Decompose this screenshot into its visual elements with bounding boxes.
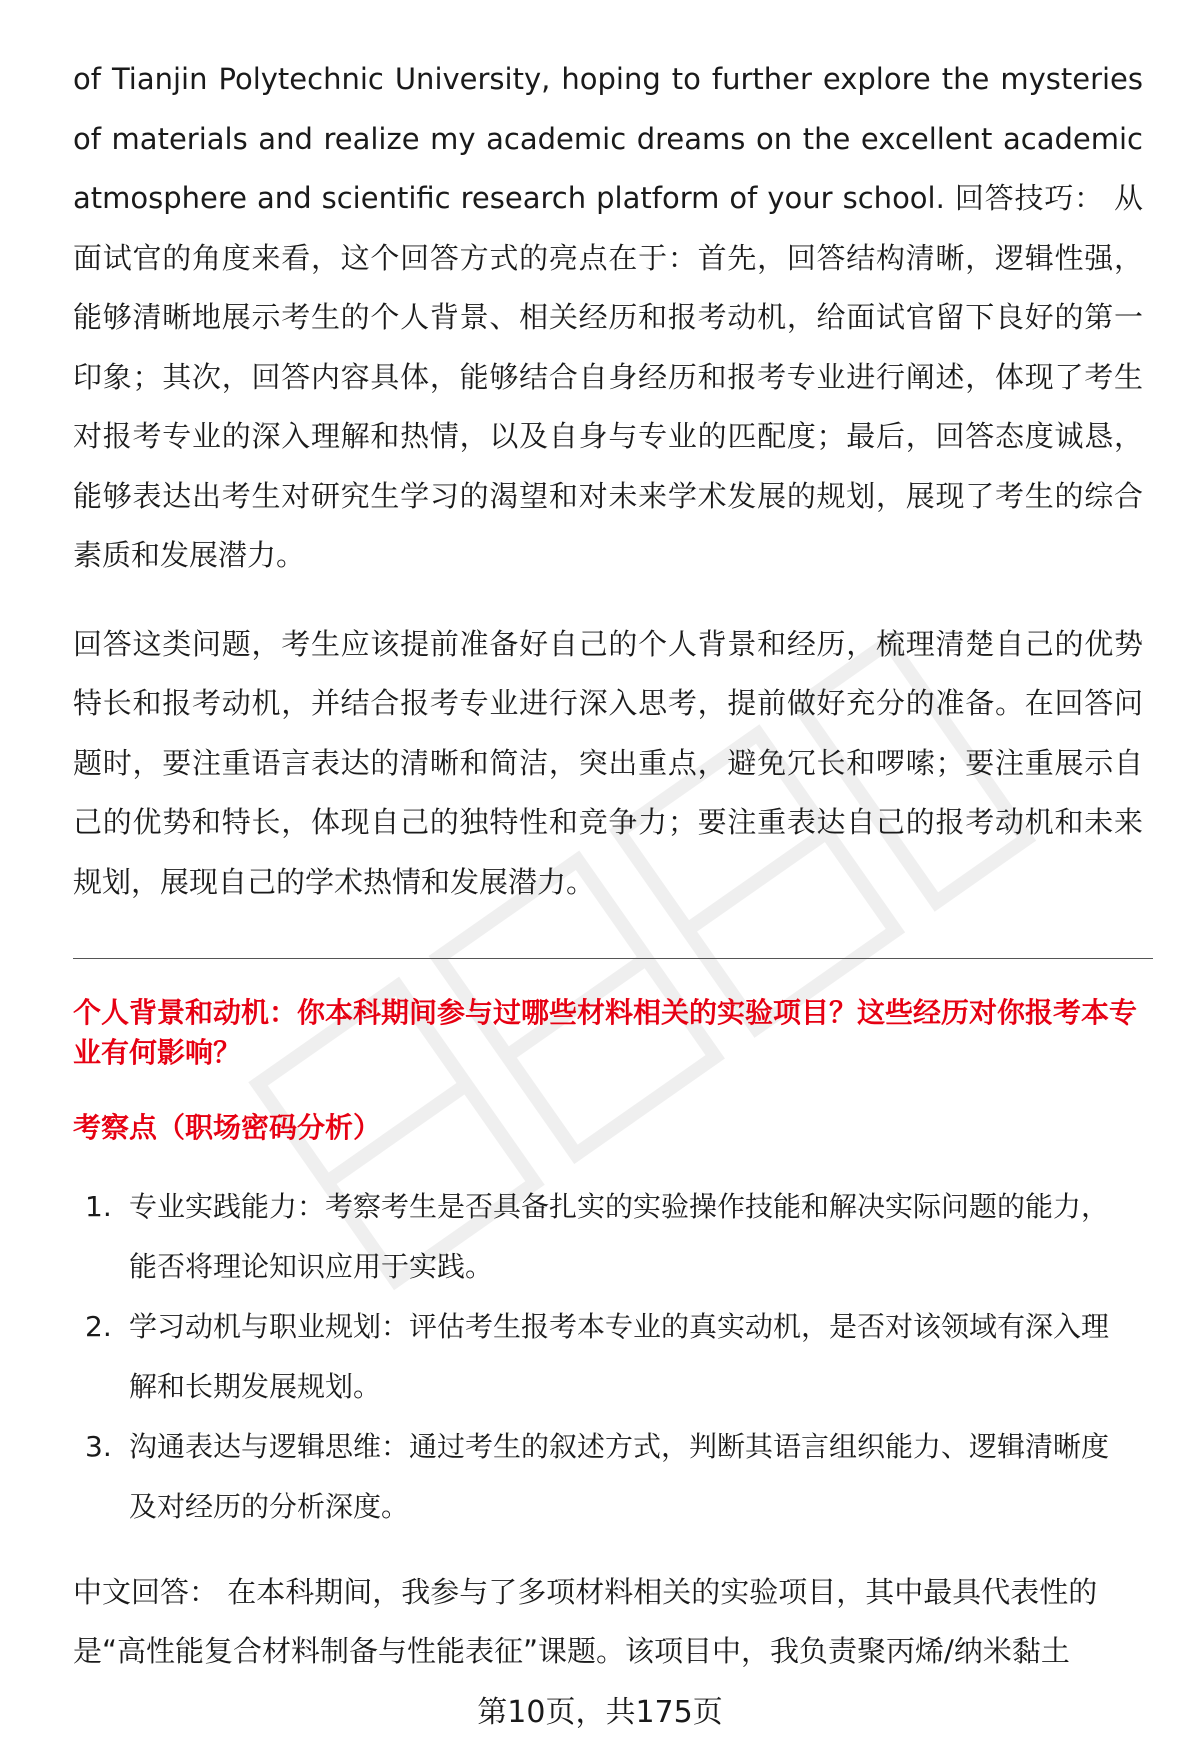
list-item-number: 1. <box>85 1190 112 1223</box>
evaluation-points-list <box>73 1177 1133 1537</box>
list-item <box>73 1417 1133 1537</box>
section-title: 考察点（职场密码分析） <box>73 1111 382 1144</box>
answer-paragraph: 中文回答： 在本科期间，我参与了多项材料相关的实验项目，其中最具代表性的是“高性能复合材料制备与性能表征”课题。该项目中，我负责聚丙烯/纳米黏土 <box>73 1575 1098 1668</box>
list-item <box>73 1297 1133 1417</box>
list-item-number: 3. <box>85 1430 112 1463</box>
list-item <box>73 1177 1133 1297</box>
body-text <box>73 50 1143 912</box>
paragraph-1: of Tianjin Polytechnic University, hoping to further explore the mysteries of materials and realize my academic dreams on the excellent academic atmosphere and scientific research platform of your school. 回答技巧： 从面试官的角度来看，这个回答方式的亮点在于：首先，回答结构清晰，逻辑性强，能够清晰地展示考生的个人背景、相关经历和报考动机，给面试官留下良好的第一印象；其次，回答内容具体，能够结合自身经历和报考专业进行阐述，体现了考生对报考专业的深入理解和热情，以及自身与专业的匹配度；最后，回答态度诚恳，能够表达出考生对研究生学习的渴望和对未来学术发展的规划，展现了考生的综合素质和发展潜力。 <box>73 62 1143 572</box>
list-item-text: 沟通表达与逻辑思维：通过考生的叙述方式，判断其语言组织能力、逻辑清晰度及对经历的分析深度。 <box>129 1430 1110 1523</box>
question-heading: 个人背景和动机：你本科期间参与过哪些材料相关的实验项目？这些经历对你报考本专业有何影响？ <box>73 996 1138 1069</box>
paragraph-2: 回答这类问题，考生应该提前准备好自己的个人背景和经历，梳理清楚自己的优势特长和报考动机，并结合报考专业进行深入思考，提前做好充分的准备。在回答问题时，要注重语言表达的清晰和简洁，突出重点，避免冗长和啰嗦；要注重展示自己的优势和特长，体现自己的独特性和竞争力；要注重表达自己的报考动机和未来规划，展现自己的学术热情和发展潜力。 <box>73 626 1143 899</box>
list-item-number: 2. <box>85 1310 112 1343</box>
list-item-text: 学习动机与职业规划：评估考生报考本专业的真实动机，是否对该领域有深入理解和长期发展规划。 <box>129 1310 1110 1403</box>
page-number: 第10页，共175页 <box>477 1695 723 1730</box>
section-divider <box>73 958 1153 959</box>
list-item-text: 专业实践能力：考察考生是否具备扎实的实验操作技能和解决实际问题的能力，能否将理论知识应用于实践。 <box>129 1190 1110 1283</box>
